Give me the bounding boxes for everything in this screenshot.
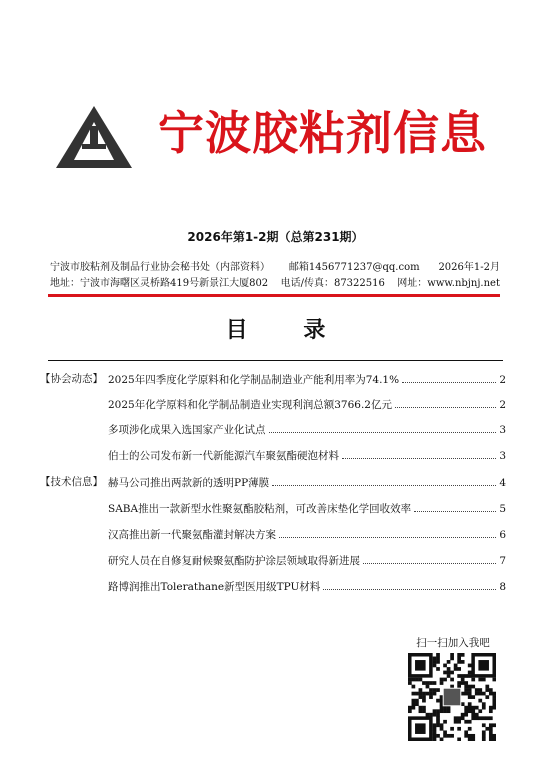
triangle-a-emblem-icon <box>54 104 134 170</box>
toc-entry[interactable] <box>40 551 506 569</box>
toc-page-number: 4 <box>499 477 506 489</box>
toc-leader-dots <box>402 370 496 383</box>
toc-leader-dots <box>414 499 496 512</box>
toc-entry-title: 多项涉化成果入选国家产业化试点 <box>108 424 266 436</box>
toc-page-number: 7 <box>499 555 506 567</box>
toc-leader-dots <box>269 420 497 433</box>
toc-entry-title: 伯士的公司发布新一代新能源汽车聚氨酯硬泡材料 <box>108 450 339 462</box>
publisher-info-row <box>50 261 500 274</box>
toc-page-number: 3 <box>499 450 506 462</box>
address-text: 地址：宁波市海曙区灵桥路419号新景江大厦802 <box>50 278 269 289</box>
toc-page-number: 2 <box>499 399 506 411</box>
qr-caption: 扫一扫加入我吧 <box>416 637 490 649</box>
toc-leader-dots <box>363 551 496 564</box>
date-text: 2026年1-2月 <box>438 262 500 273</box>
toc-page-number: 3 <box>499 424 506 436</box>
toc-page-number: 6 <box>499 529 506 541</box>
toc-leader-dots <box>323 577 496 590</box>
toc-category: 【协会动态】 <box>40 373 103 385</box>
issue-number <box>0 228 551 245</box>
toc-leader-dots <box>395 395 496 408</box>
toc-entry[interactable] <box>40 577 506 595</box>
toc-entry-title: 路博润推出Tolerathane新型医用级TPU材料 <box>108 581 321 593</box>
issue-line-text: 2026年第1-2期（总第231期） <box>187 230 364 244</box>
toc-entry[interactable] <box>40 446 506 464</box>
toc-entry[interactable] <box>40 420 506 438</box>
toc-entry-title: 2025年化学原料和化学制品制造业实现利润总额3766.2亿元 <box>108 399 392 411</box>
toc-page-number: 5 <box>499 503 506 515</box>
toc-page-number: 8 <box>499 581 506 593</box>
publisher-text: 宁波市胶粘剂及制品行业协会秘书处（内部资料） <box>50 262 270 273</box>
toc-entry-title: 汉高推出新一代聚氨酯灌封解决方案 <box>108 529 276 541</box>
website-text: 网址：www.nbjnj.net <box>397 278 500 289</box>
toc-page-number: 2 <box>499 374 506 386</box>
header-divider <box>48 294 500 297</box>
toc-entry[interactable] <box>40 473 506 491</box>
toc-entry[interactable] <box>40 370 506 388</box>
phone-text: 电话/传真：87322516 <box>280 278 385 289</box>
toc-rule <box>48 360 503 361</box>
email-text: 邮箱1456771237@qq.com <box>288 262 420 273</box>
toc-entry-title: 研究人员在自修复耐候聚氨酯防护涂层领域取得新进展 <box>108 555 360 567</box>
toc-leader-dots <box>279 525 496 538</box>
toc-title: 目 录 <box>225 317 350 343</box>
toc-entry[interactable] <box>40 395 506 413</box>
contact-info-row <box>50 277 500 290</box>
toc-entry-title: 赫马公司推出两款新的透明PP薄膜 <box>108 477 270 489</box>
toc-leader-dots <box>272 473 496 486</box>
toc-leader-dots <box>342 446 496 459</box>
qr-code-icon[interactable] <box>408 653 496 741</box>
masthead-title: 宁波胶粘剂信息 <box>158 106 487 160</box>
toc-entry-title: SABA推出一款新型水性聚氨酯胶粘剂，可改善床垫化学回收效率 <box>108 503 412 515</box>
toc-category: 【技术信息】 <box>40 476 103 488</box>
toc-entry[interactable] <box>40 525 506 543</box>
toc-entry-title: 2025年四季度化学原料和化学制品制造业产能利用率为74.1% <box>108 374 400 386</box>
toc-entry[interactable] <box>40 499 506 517</box>
